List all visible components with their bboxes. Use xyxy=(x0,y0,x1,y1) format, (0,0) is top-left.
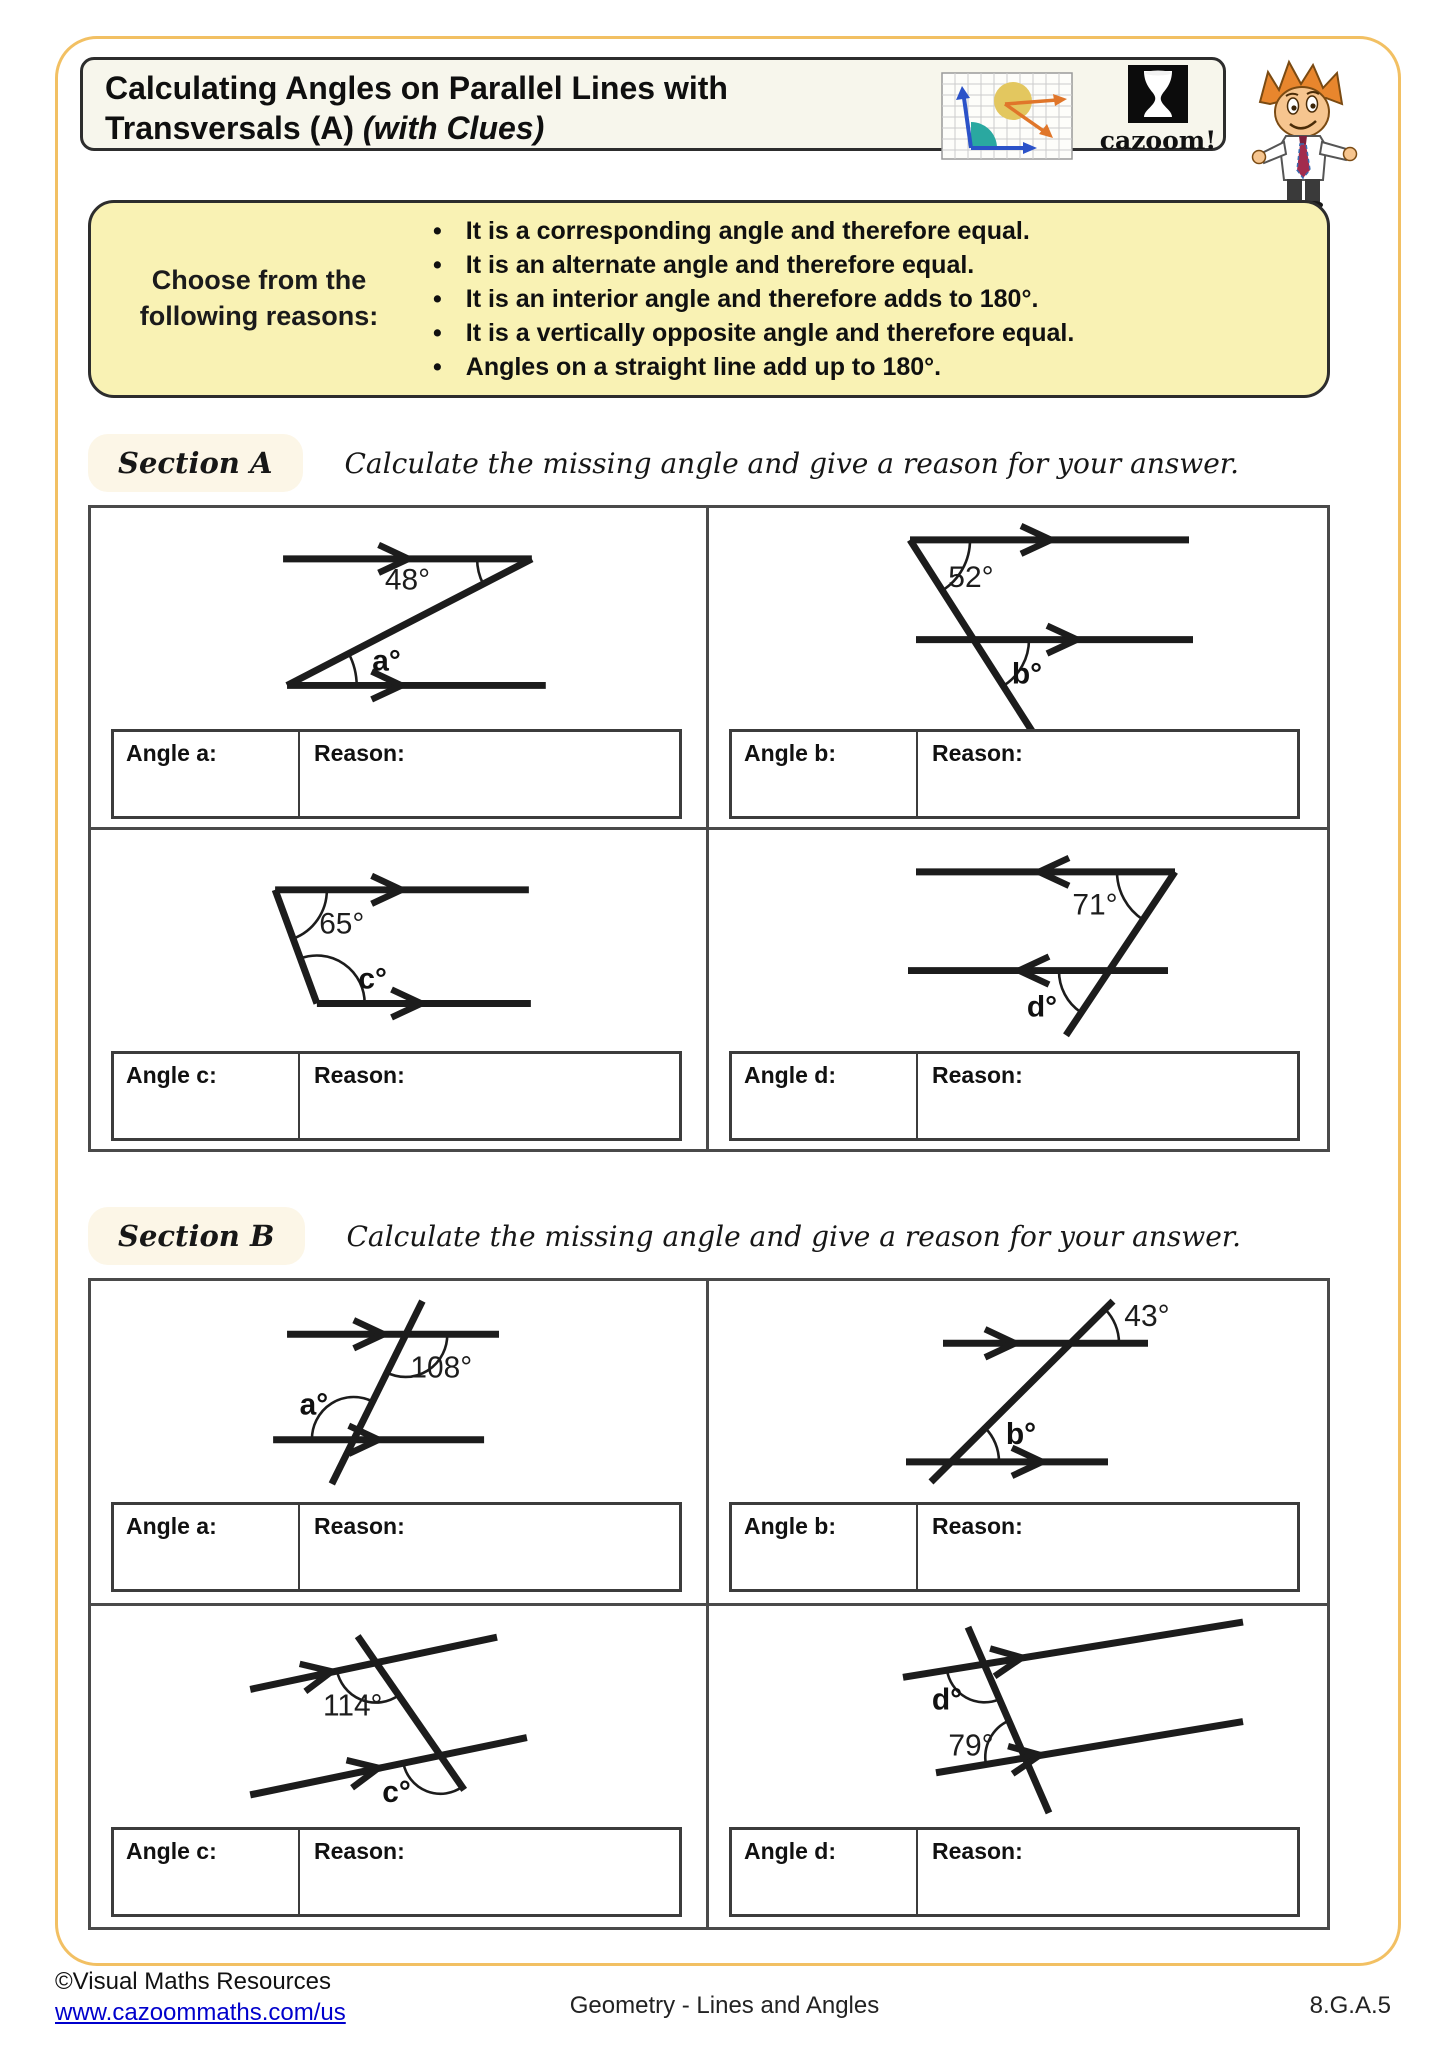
given-angle-label: 71° xyxy=(1072,888,1118,922)
problem-cell-a1 xyxy=(91,508,709,830)
problem-cell-b1 xyxy=(91,1281,709,1606)
mascot xyxy=(1246,58,1366,210)
angles-graph-icon xyxy=(941,72,1073,160)
cazoom-logo-text: cazoom! xyxy=(1099,126,1217,155)
unknown-angle-label: a° xyxy=(299,1388,329,1422)
footer-link[interactable]: www.cazoommaths.com/us xyxy=(55,1999,346,2026)
reason-answer-box: Reason: xyxy=(314,1062,405,1088)
reason-answer-box: Reason: xyxy=(932,1837,1023,1864)
section-a-header xyxy=(88,434,1239,492)
given-angle-label: 65° xyxy=(319,907,365,941)
section-b-instruction: Calculate the missing angle and give a reason for your answer. xyxy=(346,1219,1242,1253)
standard-code: 8.G.A.5 xyxy=(1309,1992,1391,2019)
page-title xyxy=(105,68,728,148)
angle-arc xyxy=(985,1428,999,1462)
reason-answer-box: Reason: xyxy=(932,1062,1023,1088)
unknown-angle-label: b° xyxy=(1005,1417,1037,1451)
reason-answer-box: Reason: xyxy=(932,740,1023,766)
unknown-angle-label: d° xyxy=(931,1682,963,1716)
reason-answer-box: Reason: xyxy=(314,1513,405,1539)
clue-item: • It is an alternate angle and therefore equal. xyxy=(433,248,1307,282)
angle-answer-box: Angle d: xyxy=(732,1054,918,1138)
given-angle-label: 52° xyxy=(948,560,994,594)
answer-table-a3 xyxy=(111,1051,682,1141)
unknown-angle-label: a° xyxy=(372,644,401,678)
angle-answer-box: Angle b: xyxy=(732,732,918,816)
angle-arc xyxy=(477,559,483,584)
angle-arc xyxy=(1059,971,1081,1013)
clue-item: • Angles on a straight line add up to 180°. xyxy=(433,350,1307,384)
answer-table-b4 xyxy=(729,1827,1300,1917)
given-angle-label: 79° xyxy=(948,1729,994,1763)
angle-answer-box: Angle c: xyxy=(114,1054,300,1138)
title-subtitle: (with Clues) xyxy=(362,110,545,146)
section-b-grid xyxy=(88,1278,1330,1930)
angle-arc xyxy=(349,654,357,686)
reason-answer-box: Reason: xyxy=(932,1513,1023,1539)
title-line1: Calculating Angles on Parallel Lines with xyxy=(105,70,728,106)
answer-table-a4 xyxy=(729,1051,1300,1141)
problem-cell-b4 xyxy=(709,1606,1327,1928)
problem-cell-b2 xyxy=(709,1281,1327,1606)
clues-box xyxy=(88,200,1330,398)
problem-cell-b3 xyxy=(91,1606,709,1928)
angle-answer-box: Angle c: xyxy=(114,1830,300,1914)
given-angle-label: 108° xyxy=(410,1351,473,1385)
section-b-title: Section B xyxy=(88,1207,305,1265)
title-box xyxy=(80,57,1226,155)
clue-item: • It is a corresponding angle and therefore equal. xyxy=(433,214,1307,248)
section-a-instruction: Calculate the missing angle and give a reason for your answer. xyxy=(344,446,1240,480)
answer-table-b3 xyxy=(111,1827,682,1917)
reason-answer-box: Reason: xyxy=(314,740,405,766)
section-a-title: Section A xyxy=(88,434,303,492)
reason-answer-box: Reason: xyxy=(314,1837,405,1864)
unknown-angle-label: c° xyxy=(382,1775,411,1809)
unknown-angle-label: d° xyxy=(1026,990,1058,1024)
cazoom-logo-icon xyxy=(1128,65,1188,123)
answer-table-a2 xyxy=(729,729,1300,819)
copyright-text: ©Visual Maths Resources xyxy=(55,1968,332,1995)
answer-table-b2 xyxy=(729,1502,1300,1592)
problem-cell-a4 xyxy=(709,830,1327,1149)
angle-arc xyxy=(1105,1309,1119,1343)
parallel-line-top xyxy=(903,1622,1243,1677)
unknown-angle-label: c° xyxy=(358,962,387,996)
problem-cell-a2 xyxy=(709,508,1327,830)
angle-answer-box: Angle a: xyxy=(114,732,300,816)
section-a-grid xyxy=(88,505,1330,1152)
given-angle-label: 48° xyxy=(384,563,431,597)
answer-table-b1 xyxy=(111,1502,682,1592)
footer-topic: Geometry - Lines and Angles xyxy=(569,1992,880,2019)
section-b-header xyxy=(88,1207,1241,1265)
clue-item: • It is a vertically opposite angle and therefore equal. xyxy=(433,316,1307,350)
angle-answer-box: Angle a: xyxy=(114,1505,300,1589)
angle-answer-box: Angle b: xyxy=(732,1505,918,1589)
angle-arc xyxy=(1117,872,1143,920)
clues-label: Choose from the following reasons: xyxy=(139,265,379,331)
clues-list xyxy=(399,214,1327,384)
transversal-line xyxy=(275,890,317,1004)
problem-cell-a3 xyxy=(91,830,709,1149)
angle-answer-box: Angle d: xyxy=(732,1830,918,1914)
cazoom-logo xyxy=(1083,65,1233,155)
answer-table-a1 xyxy=(111,729,682,819)
unknown-angle-label: b° xyxy=(1011,657,1043,691)
given-angle-label: 114° xyxy=(322,1688,383,1723)
title-line2: Transversals (A) xyxy=(105,110,363,146)
given-angle-label: 43° xyxy=(1124,1300,1170,1334)
clue-item: • It is an interior angle and therefore adds to 180°. xyxy=(433,282,1307,316)
